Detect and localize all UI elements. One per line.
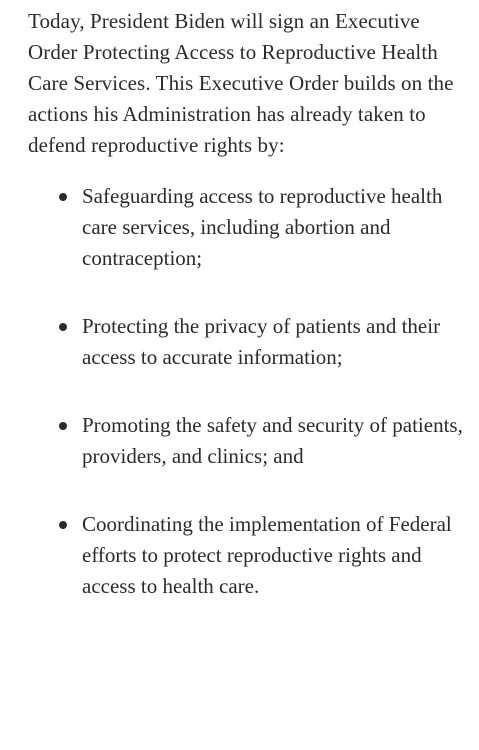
list-item-text: Promoting the safety and security of patients, providers, and clinics; and — [82, 413, 463, 468]
list-item — [28, 410, 468, 472]
list-item-text: Protecting the privacy of patients and their access to accurate information; — [82, 314, 441, 369]
list-item — [28, 509, 468, 602]
bullet-icon — [59, 422, 67, 430]
intro-paragraph: Today, President Biden will sign an Executive Order Protecting Access to Reproductive Health Care Services. This Executive Order builds on the actions his Administration has already taken to defend reproductive rights by: — [28, 9, 454, 157]
list-item-text: Coordinating the implementation of Federal efforts to protect reproductive rights and access to health care. — [82, 512, 452, 598]
bullet-icon — [59, 193, 67, 201]
document-body — [28, 6, 468, 639]
bullet-icon — [59, 521, 67, 529]
list-item — [28, 311, 468, 373]
bullet-icon — [59, 323, 67, 331]
list-item-text: Safeguarding access to reproductive health care services, including abortion and contraception; — [82, 184, 443, 270]
list-item — [28, 181, 468, 274]
bullet-list — [28, 181, 468, 602]
